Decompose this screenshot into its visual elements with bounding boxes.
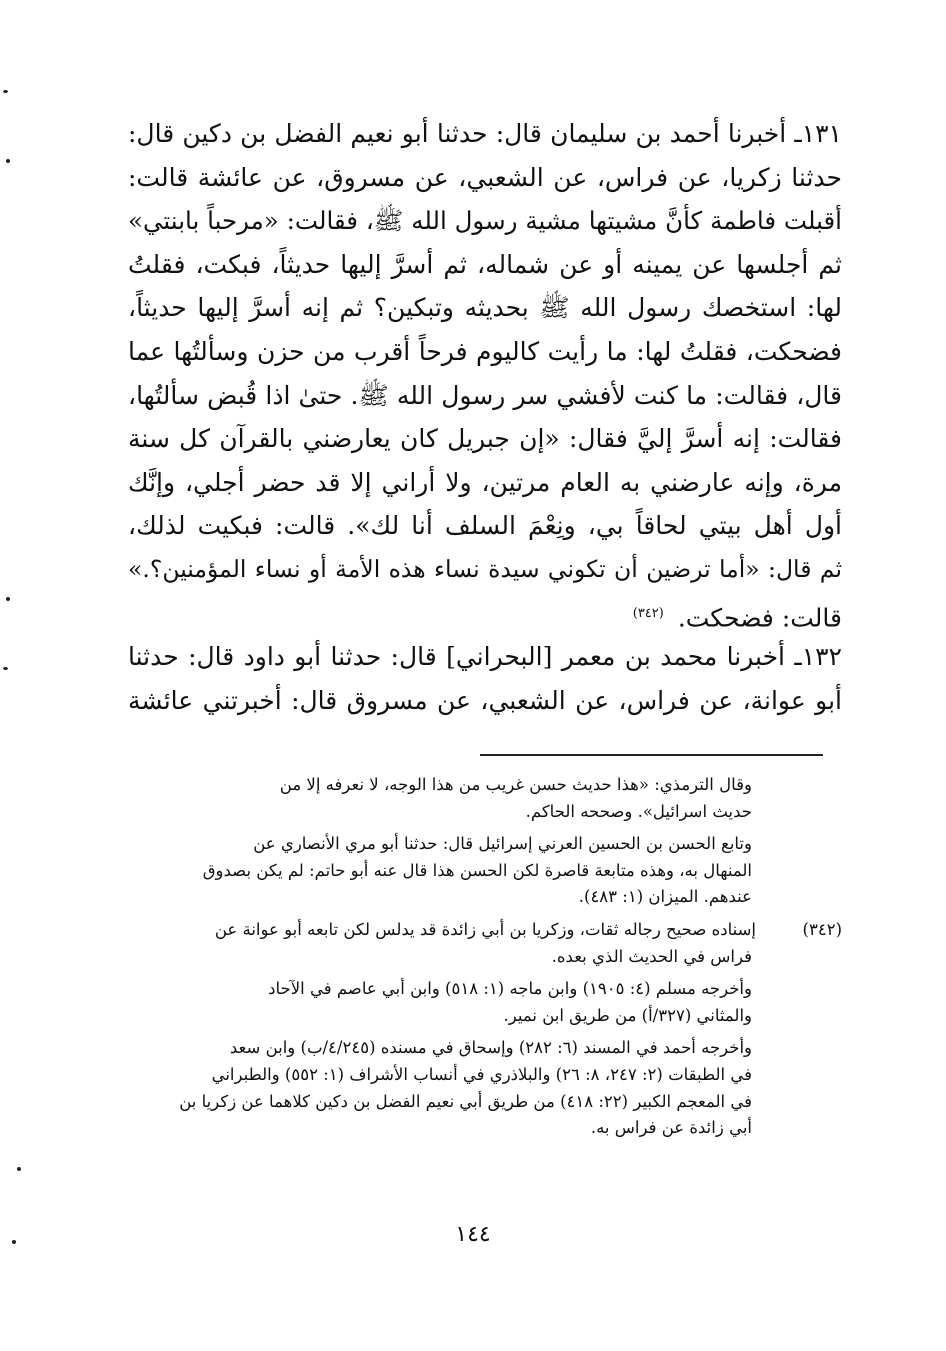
footnotes [128, 772, 842, 1142]
footnote-line: في المعجم الكبير (٢٢: ٤١٨) من طريق أبي نعيم الفضل بن دكين كلاهما عن زكريا بن [179, 1091, 752, 1111]
text-line: مرة، وإنه عارضني به العام مرتين، ولا أراني إلا قد حضر أجلي، وإنَّك [128, 467, 842, 497]
footnote-line: فراس في الحديث الذي بعده. [551, 946, 752, 966]
footnote-line: وقال الترمذي: «هذا حديث حسن غريب من هذا الوجه، لا نعرفه إلا من [279, 775, 752, 794]
main-text [128, 112, 842, 722]
margin-speck [3, 90, 8, 93]
footnote-entry [128, 917, 842, 944]
footnote-line: وتابع الحسن بن الحسين العرني إسرائيل قال: حدثنا أبو مري الأنصاري عن [253, 834, 752, 854]
margin-speck [6, 159, 10, 163]
page-number: ١٤٤ [455, 1222, 491, 1247]
margin-speck [3, 667, 8, 670]
footnote-line: حديث اسرائيل». وصححه الحاكم. [525, 801, 752, 821]
text-line: ١٣١ـ أخبرنا أحمد بن سليمان قال: حدثنا أبو نعيم الفضل بن دكين قال: [128, 119, 842, 148]
text-line: فضحكت، فقلتُ لها: ما رأيت كاليوم فرحاً أقرب من حزن وسألتُها عما [128, 336, 842, 366]
footnote-line: إسناده صحيح رجاله ثقات، وزكريا بن أبي زائدة قد يدلس لكن تابعه أبو عوانة عن [214, 919, 756, 939]
text-line: لها: استخصك رسول الله ﷺ بحديثه وتبكين؟ ثم إنه أسرَّ إليها حديثاً، [128, 293, 842, 323]
text-line-with-ref [128, 592, 842, 636]
footnote-divider [480, 754, 823, 756]
text-line: قالت: فضحكت. [677, 602, 842, 632]
text-line: أبو عوانة، عن فراس، عن الشعبي، عن مسروق قال: أخبرتني عائشة [128, 685, 842, 715]
footnote-number: (٣٤٢) [802, 919, 842, 939]
margin-speck [6, 597, 10, 601]
footnote-line: وأخرجه أحمد في المسند (٦: ٢٨٢) وإسحاق في مسنده (٤/٢٤٥/ب) وابن سعد [229, 1038, 752, 1058]
footnote-ref: (٣٤٢) [632, 605, 664, 621]
text-line: حدثنا زكريا، عن فراس، عن الشعبي، عن مسروق، عن عائشة قالت: [128, 162, 842, 192]
footnote-line: عندهم. الميزان (١: ٤٨٣). [578, 887, 752, 907]
footnote-line: أبي زائدة عن فراس به. [590, 1118, 752, 1138]
footnote-line: المنهال به، وهذه متابعة قاصرة لكن الحسن هذا قال عنه أبو حاتم: لم يكن بصدوق [202, 860, 752, 880]
footnote-line: والمثاني (٣٢٧/أ) من طريق ابن نمير. [503, 1005, 752, 1025]
text-line: ١٣٢ـ أخبرنا محمد بن معمر [البحراني] قال: حدثنا أبو داود قال: حدثنا [128, 642, 842, 672]
margin-speck [12, 1240, 16, 1244]
margin-speck [17, 1167, 21, 1171]
text-line: قال، فقالت: ما كنت لأفشي سر رسول الله ﷺ. حتىٰ اذا قُبض سألتُها، [128, 380, 842, 410]
text-line: ثم أجلسها عن يمينه أو عن شماله، ثم أسرَّ إليها حديثاً، فبكت، فقلتُ [128, 249, 842, 279]
footnote-line: في الطبقات (٢: ٢٤٧، ٨: ٢٦) والبلاذري في أنساب الأشراف (١: ٥٥٢) والطبراني [211, 1064, 752, 1084]
text-line: ثم قال: «أما ترضين أن تكوني سيدة نساء هذه الأمة أو نساء المؤمنين؟.» [128, 554, 842, 583]
text-line: فقالت: إنه أسرَّ إليَّ فقال: «إن جبريل كان يعارضني بالقرآن كل سنة [128, 424, 842, 454]
text-line: أقبلت فاطمة كأنَّ مشيتها مشية رسول الله ﷺ، فقالت: «مرحباً بابنتي» [128, 206, 842, 236]
footnote-line: وأخرجه مسلم (٤: ١٩٠٥) وابن ماجه (١: ٥١٨) وابن أبي عاصم في الآحاد [268, 979, 752, 999]
text-line: أول أهل بيتي لحاقاً بي، ونِعْمَ السلف أنا لك». قالت: فبكيت لذلك، [128, 511, 842, 541]
